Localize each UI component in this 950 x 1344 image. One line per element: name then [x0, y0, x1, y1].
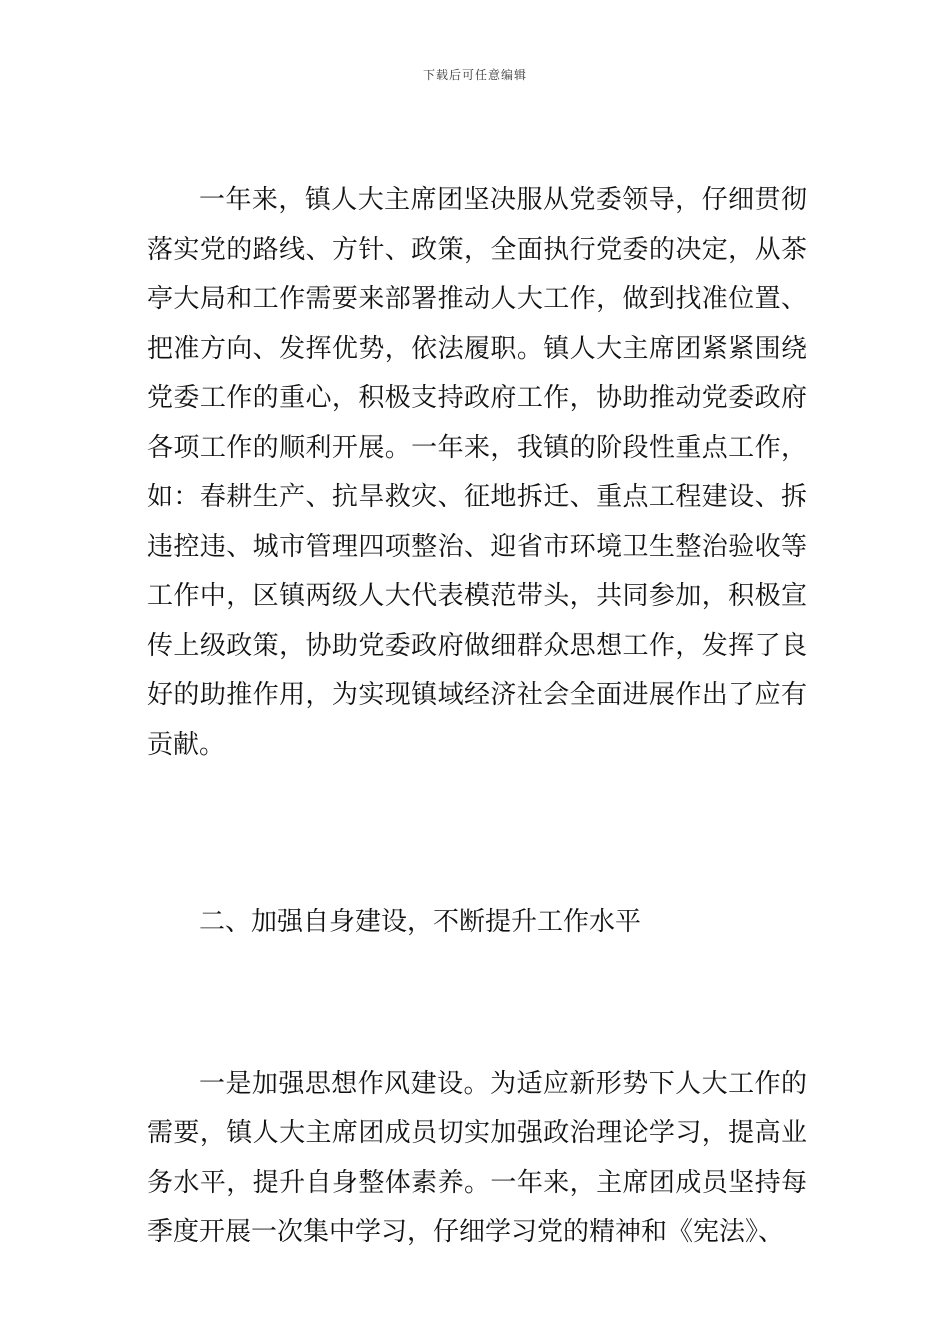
paragraph-spacer	[147, 770, 807, 898]
document-body	[147, 176, 807, 1258]
body-paragraph-1: 一年来，镇人大主席团坚决服从党委领导，仔细贯彻落实党的路线、方针、政策，全面执行党委的决定，从茶亭大局和工作需要来部署推动人大工作，做到找准位置、把准方向、发挥优势，依法履职。镇人大主席团紧紧围绕党委工作的重心，积极支持政府工作，协助推动党委政府各项工作的顺利开展。一年来，我镇的阶段性重点工作，如：春耕生产、抗旱救灾、征地拆迁、重点工程建设、拆违控违、城市管理四项整治、迎省市环境卫生整治验收等工作中，区镇两级人大代表模范带头，共同参加，积极宣传上级政策，协助党委政府做细群众思想工作，发挥了良好的助推作用，为实现镇域经济社会全面进展作出了应有贡献。	[147, 185, 807, 760]
paragraph-spacer	[147, 948, 807, 1060]
section-heading: 二、加强自身建设，不断提升工作水平	[199, 907, 642, 937]
page-header-note: 下载后可任意编辑	[422, 68, 527, 82]
body-paragraph-2: 一是加强思想作风建设。为适应新形势下人大工作的需要，镇人大主席团成员切实加强政治理论学习，提高业务水平，提升自身整体素养。一年来，主席团成员坚持每季度开展一次集中学习，仔细学习党的精神和《宪法》、	[147, 1068, 807, 1247]
